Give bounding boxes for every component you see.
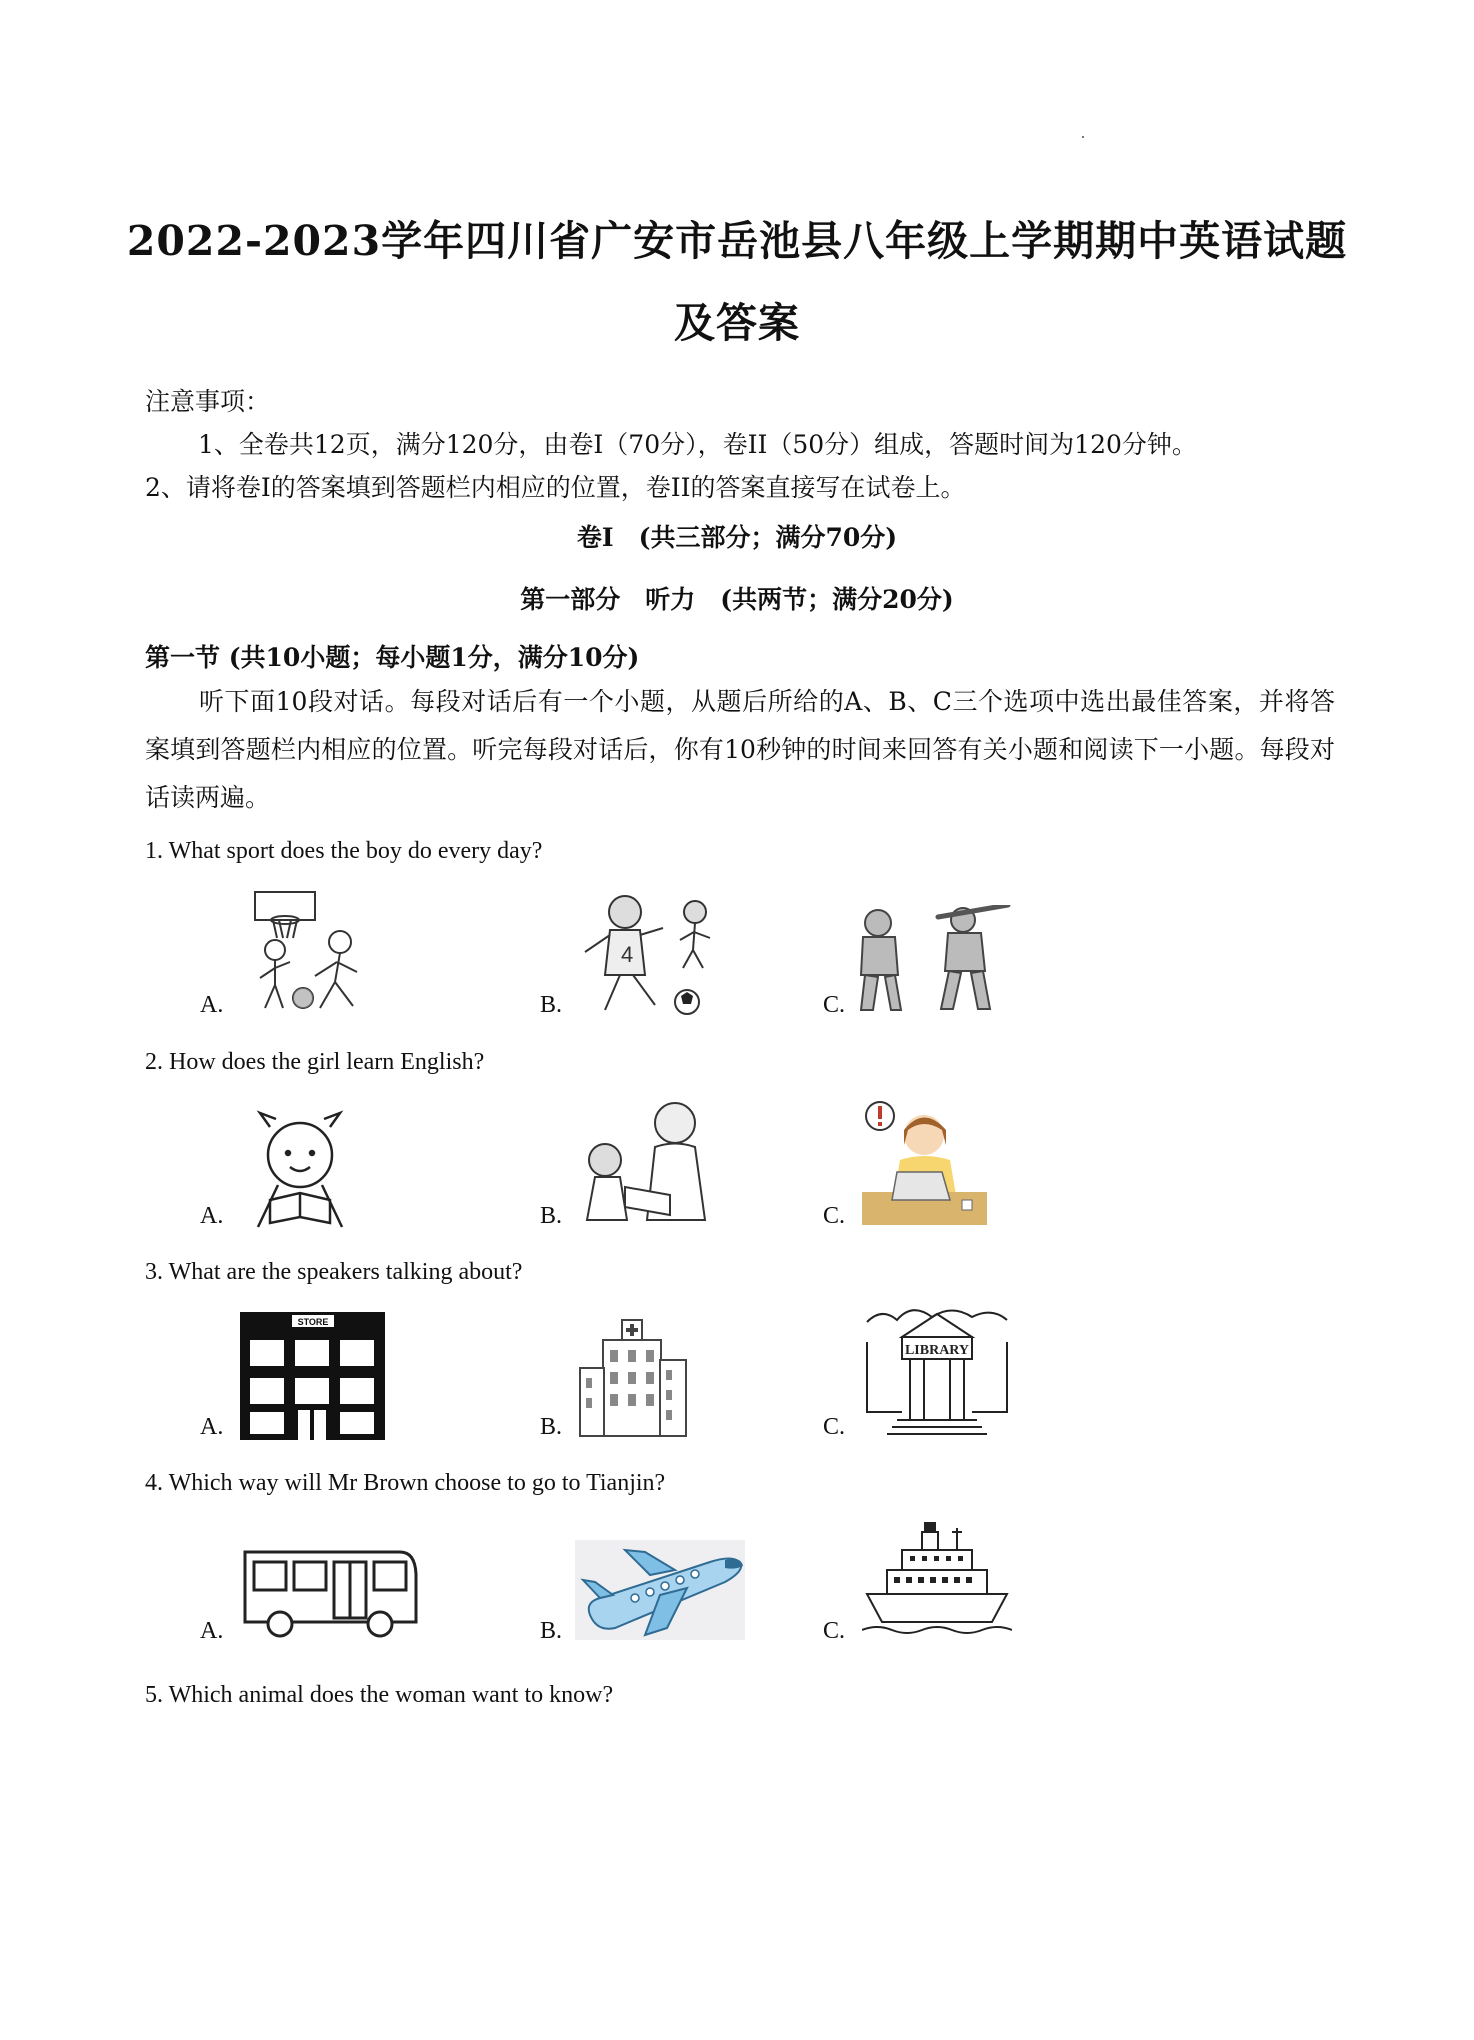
instructions: 听下面10段对话。每段对话后有一个小题，从题后所给的A、B、C三个选项中选出最佳答案，并将答案填到答题栏内相应的位置。听完每段对话后，你有10秒钟的时间来回答有关小题和阅读下一小题。每段对话读两遍。 — [145, 687, 1335, 812]
part-heading: 第一部分 听力 (共两节；满分20分) — [520, 585, 954, 614]
ship-picture — [862, 1522, 1012, 1640]
question-3: 3. What are the speakers talking about? — [145, 1259, 523, 1285]
library-sign: LIBRARY — [904, 1343, 970, 1358]
bus-picture — [240, 1544, 420, 1640]
girl-reading-picture — [240, 1105, 360, 1230]
soccer-picture — [575, 890, 730, 1020]
option-b-label: B. — [540, 1414, 563, 1440]
question-5: 5. Which animal does the woman want to know? — [145, 1682, 614, 1708]
question-2: 2. How does the girl learn English? — [145, 1049, 485, 1075]
jersey-number: 4 — [621, 942, 634, 967]
page-title-line-1: 2022-2023学年四川省广安市岳池县八年级上学期期中英语试题 — [126, 217, 1348, 265]
mother-teaching-picture — [575, 1095, 725, 1230]
notice-heading: 注意事项： — [145, 387, 271, 416]
store-sign: STORE — [297, 1317, 329, 1327]
option-a-label: A. — [200, 1203, 224, 1229]
question-1: 1. What sport does the boy do every day? — [145, 838, 543, 864]
option-a-label: A. — [200, 1414, 224, 1440]
notice-item-1: 1、全卷共12页，满分120分，由卷I（70分），卷II（50分）组成，答题时间为120分钟。 — [198, 430, 1197, 459]
hospital-picture — [578, 1318, 688, 1438]
option-b-label: B. — [540, 992, 563, 1018]
girl-computer-picture — [862, 1100, 987, 1225]
baseball-picture — [843, 905, 1013, 1015]
option-a-label: A. — [200, 1618, 224, 1644]
option-c-label: C. — [823, 1618, 846, 1644]
library-picture — [862, 1302, 1012, 1440]
page-title-line-2: 及答案 — [674, 299, 800, 347]
speck — [1082, 136, 1084, 138]
question-4: 4. Which way will Mr Brown choose to go to Tianjin? — [145, 1470, 666, 1496]
airplane-picture — [575, 1540, 745, 1640]
volume-heading: 卷I (共三部分；满分70分) — [576, 523, 898, 552]
notice-item-2: 2、请将卷I的答案填到答题栏内相应的位置，卷II的答案直接写在试卷上。 — [145, 473, 966, 502]
option-c-label: C. — [823, 1203, 846, 1229]
basketball-picture — [245, 890, 385, 1015]
store-picture — [240, 1312, 385, 1440]
option-b-label: B. — [540, 1618, 563, 1644]
section-heading: 第一节 (共10小题；每小题1分，满分10分) — [145, 643, 640, 672]
option-c-label: C. — [823, 992, 846, 1018]
option-b-label: B. — [540, 1203, 563, 1229]
option-a-label: A. — [200, 992, 224, 1018]
option-c-label: C. — [823, 1414, 846, 1440]
